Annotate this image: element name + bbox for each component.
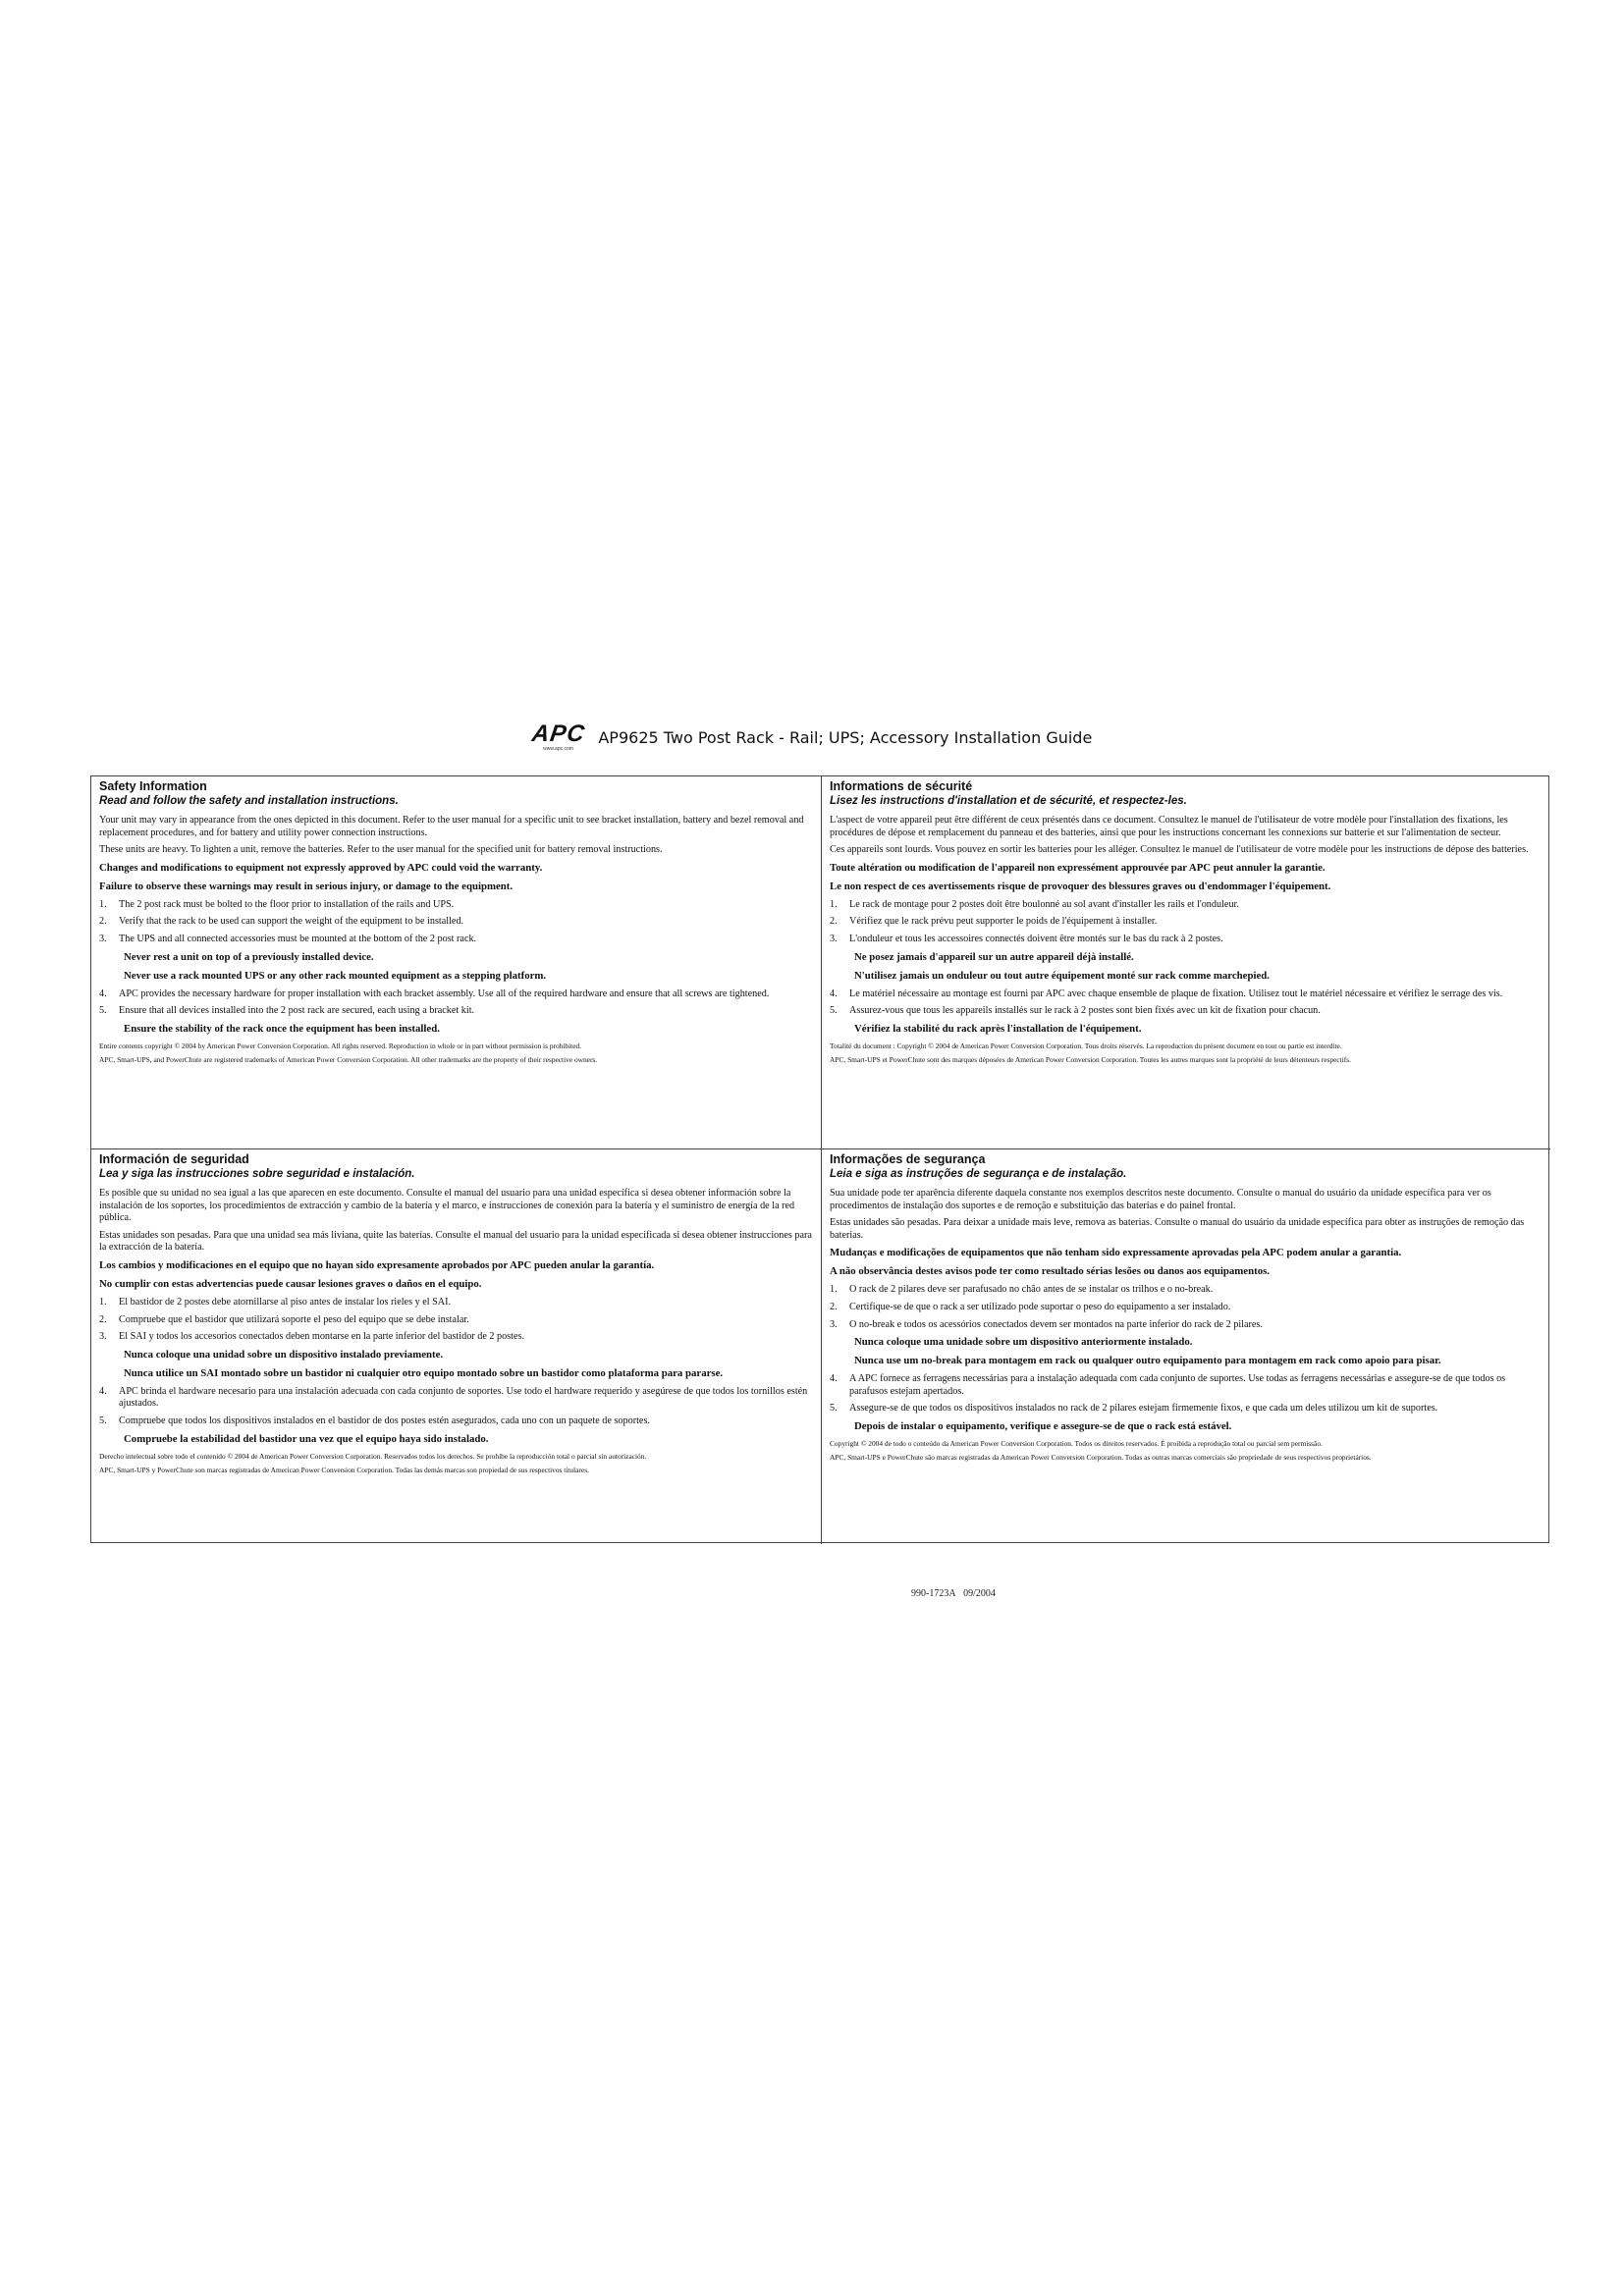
item-text: The UPS and all connected accessories must be mounted at the bottom of the 2 post rack. (119, 933, 477, 944)
list-item (830, 916, 1543, 929)
intro-paragraph: L'aspect de votre appareil peut être différent de ceux présentés dans ce document. Consultez le manuel de l'utilisateur de votre modèle pour l'installation des fixations, les procédures de dépose et remplacement du panneau et des batteries, ainsi que pour les instructions concernant les connexions sur batterie et sur l'alimentation de secteur. (830, 815, 1508, 838)
item-text: Le matériel nécessaire au montage est fourni par APC avec chaque ensemble de plaque de fixation. Utilisez tout le matériel nécessaire et vérifiez le serrage des vis. (849, 988, 1503, 999)
caution-text: Nunca use um no-break para montagem em rack ou qualquer outro equipamento para montagem em rack como apoio para pisar. (854, 1355, 1441, 1367)
list-item (830, 1373, 1543, 1398)
caution-text: Ne posez jamais d'appareil sur un autre appareil déjà installé. (854, 950, 1134, 963)
item-text: Assurez-vous que tous les appareils installés sur le rack à 2 postes sont bien fixés avec un kit de fixation pour chacun. (849, 1005, 1321, 1017)
item-number: 5. (99, 1005, 107, 1017)
caution-text: Vérifiez la stabilité du rack après l'installation de l'équipement. (854, 1022, 1142, 1035)
instruction-list (99, 899, 813, 946)
section-spanish (91, 1149, 822, 1544)
section-subtitle: Lea y siga las instrucciones sobre seguridad e instalación. (99, 1168, 415, 1180)
warranty-warning: Mudanças e modificações de equipamentos que não tenham sido expressamente aprovadas pela APC podem anular a garantia. (830, 1247, 1402, 1259)
item-number: 4. (99, 1385, 107, 1397)
list-item (99, 1415, 813, 1428)
item-text: The 2 post rack must be bolted to the floor prior to installation of the rails and UPS. (119, 898, 455, 910)
list-item (99, 1386, 813, 1411)
item-text: L'onduleur et tous les accessoires connectés doivent être montés sur le bas du rack à 2 postes. (849, 933, 1223, 944)
injury-warning: Failure to observe these warnings may result in serious injury, or damage to the equipment. (99, 880, 514, 892)
document-header (0, 723, 1624, 751)
list-item (99, 988, 813, 1001)
item-text: Certifique-se de que o rack a ser utilizado pode suportar o peso do equipamento a ser instalado. (849, 1301, 1231, 1312)
logo-text: APC (529, 721, 587, 747)
item-number: 2. (99, 1313, 107, 1325)
list-item (99, 1314, 813, 1327)
instruction-list (99, 1386, 813, 1428)
warranty-warning: Changes and modifications to equipment not expressly approved by APC could void the warranty. (99, 861, 543, 874)
doc-date: 09/2004 (963, 1588, 996, 1599)
item-number: 5. (99, 1415, 107, 1426)
list-item (830, 1403, 1543, 1415)
intro-paragraph: Es posible que su unidad no sea igual a las que aparecen en este documento. Consulte el manual del usuario para una unidad específica si desea obtener información sobre la instalación de los soportes, los procedimientos de extracción y cambio de la batería y el marco, e instrucciones de conexión para la batería y el suministro de energía de la red pública. (99, 1188, 795, 1224)
caution-text: Nunca coloque una unidad sobre un dispositivo instalado previamente. (124, 1348, 444, 1361)
injury-warning: Le non respect de ces avertissements risque de provoquer des blessures graves ou d'endommager l'équipement. (830, 880, 1331, 892)
item-text: Assegure-se de que todos os dispositivos instalados no rack de 2 pilares estejam firmemente fixos, e que cada um deles utilizou um kit de suportes. (849, 1403, 1438, 1415)
section-subtitle: Read and follow the safety and installation instructions. (99, 795, 399, 807)
copyright-notice: Copyright © 2004 de todo o conteúdo da American Power Conversion Corporation. Todos os direitos reservados. É proibida a reprodução total ou parcial sem permissão. (830, 1438, 1323, 1448)
list-item (830, 1302, 1543, 1314)
item-text: Compruebe que todos los dispositivos instalados en el bastidor de dos postes estén asegurados, cada uno con un paquete de soportes. (119, 1415, 650, 1426)
item-text: O rack de 2 pilares deve ser parafusado no chão antes de se instalar os trilhos e o no-break. (849, 1284, 1214, 1296)
item-text: El bastidor de 2 postes debe atornillarse al piso antes de instalar los rieles y el SAI. (119, 1296, 452, 1308)
item-number: 3. (99, 933, 107, 944)
instruction-list (830, 1373, 1543, 1415)
copyright-notice: Entire contents copyright © 2004 by American Power Conversion Corporation. All rights reserved. Reproduction in whole or in part without permission is prohibited. (99, 1041, 582, 1050)
copyright-notice: Derecho intelectual sobre todo el contenido © 2004 de American Power Conversion Corporation. Reservados todos los derechos. Se prohíbe la reproducción total o parcial sin autorización. (99, 1451, 647, 1461)
item-number: 1. (99, 1296, 107, 1308)
section-title: Información de seguridad (99, 1152, 249, 1166)
caution-text: Compruebe la estabilidad del bastidor una vez que el equipo haya sido instalado. (124, 1432, 489, 1445)
instruction-list (830, 899, 1543, 946)
list-item (99, 934, 813, 946)
section-french (822, 776, 1550, 1149)
list-item (99, 1297, 813, 1309)
safety-grid (90, 775, 1549, 1543)
item-text: Le rack de montage pour 2 postes doit être boulonné au sol avant d'installer les rails et l'onduleur. (849, 898, 1239, 910)
intro-paragraph: Your unit may vary in appearance from the ones depicted in this document. Refer to the user manual for a specific unit to see bracket installation, battery and bezel removal and replacement procedures, and for battery and utility power connection instructions. (99, 815, 804, 838)
copyright-notice: Totalité du document : Copyright © 2004 de American Power Conversion Corporation. Tous droits réservés. La reproduction du présent document en tout ou partie est interdite. (830, 1041, 1342, 1050)
warranty-warning: Los cambios y modificaciones en el equipo que no hayan sido expresamente aprobados por APC pueden anular la garantía. (99, 1258, 655, 1271)
injury-warning: No cumplir con estas advertencias puede causar lesiones graves o daños en el equipo. (99, 1277, 482, 1290)
document-footer (911, 1588, 996, 1599)
list-item (99, 899, 813, 912)
list-item (830, 1005, 1543, 1018)
injury-warning: A não observância destes avisos pode ter como resultado sérias lesões ou danos aos equipamentos. (830, 1265, 1270, 1278)
section-english (91, 776, 822, 1149)
instruction-list (99, 988, 813, 1018)
caution-text: Never use a rack mounted UPS or any other rack mounted equipment as a stepping platform. (124, 969, 547, 982)
item-number: 3. (830, 1318, 838, 1330)
item-number: 4. (830, 988, 838, 999)
trademark-notice: APC, Smart-UPS y PowerChute son marcas registradas de American Power Conversion Corporation. Todas las demás marcas son propiedad de sus respectivos titulares. (99, 1465, 589, 1474)
trademark-notice: APC, Smart-UPS e PowerChute são marcas registradas da American Power Conversion Corporation. Todas as outras marcas comerciais são propriedade de seus respectivos proprietários. (830, 1453, 1372, 1463)
section-title: Safety Information (99, 779, 207, 793)
apc-logo (529, 721, 587, 752)
item-number: 2. (99, 916, 107, 928)
item-number: 5. (830, 1005, 838, 1017)
item-text: A APC fornece as ferragens necessárias para a instalação adequada com cada conjunto de suportes. Use todas as ferragens necessárias e assegure-se de que todos os parafusos estejam apertados. (849, 1373, 1506, 1397)
section-title: Informações de segurança (830, 1152, 986, 1166)
item-text: Verify that the rack to be used can support the weight of the equipment to be installed. (119, 916, 464, 928)
list-item (99, 916, 813, 929)
item-text: Ensure that all devices installed into the 2 post rack are secured, each using a bracket kit. (119, 1005, 475, 1017)
caution-text: Nunca coloque uma unidade sobre um dispositivo anteriormente instalado. (854, 1336, 1193, 1349)
section-portuguese (822, 1149, 1550, 1544)
list-item (99, 1005, 813, 1018)
instruction-list (830, 1284, 1543, 1331)
logo-subtext: www.apc.com (543, 746, 573, 752)
item-number: 4. (830, 1373, 838, 1385)
weight-paragraph: These units are heavy. To lighten a unit, remove the batteries. Refer to the user manual for the specified unit for battery removal instructions. (99, 844, 663, 856)
caution-text: Ensure the stability of the rack once the equipment has been installed. (124, 1022, 440, 1035)
document-title: AP9625 Two Post Rack - Rail; UPS; Accessory Installation Guide (598, 727, 1093, 747)
caution-text: Never rest a unit on top of a previously installed device. (124, 950, 374, 963)
caution-text: N'utilisez jamais un onduleur ou tout autre équipement monté sur rack comme marchepied. (854, 969, 1270, 982)
item-number: 1. (830, 898, 838, 910)
doc-number: 990-1723A (911, 1588, 956, 1599)
item-number: 1. (99, 898, 107, 910)
instruction-list (830, 988, 1543, 1018)
item-number: 5. (830, 1403, 838, 1415)
weight-paragraph: Estas unidades são pesadas. Para deixar a unidade mais leve, remova as baterias. Consulte o manual do usuário da unidade específica para obter as instruções de remoção das baterias. (830, 1217, 1525, 1241)
section-title: Informations de sécurité (830, 779, 973, 793)
item-number: 3. (830, 933, 838, 944)
list-item (830, 899, 1543, 912)
item-number: 4. (99, 988, 107, 999)
trademark-notice: APC, Smart-UPS, and PowerChute are registered trademarks of American Power Conversion Corporation. All other trademarks are the property of their respective owners. (99, 1055, 598, 1065)
section-subtitle: Leia e siga as instruções de segurança e de instalação. (830, 1168, 1127, 1180)
caution-text: Depois de instalar o equipamento, verifique e assegure-se de que o rack está estável. (854, 1419, 1232, 1432)
item-text: APC brinda el hardware necesario para una instalación adecuada con cada conjunto de soportes. Use todo el hardware requerido y asegúrese de que todos los tornillos estén ajustados. (119, 1385, 808, 1410)
weight-paragraph: Estas unidades son pesadas. Para que una unidad sea más liviana, quite las baterías. Consulte el manual del usuario para la unidad especificada si desea obtener instrucciones para la extracción de la batería. (99, 1229, 812, 1254)
caution-text: Nunca utilice un SAI montado sobre un bastidor ni cualquier otro equipo montado sobre un bastidor como plataforma para pararse. (124, 1366, 724, 1379)
trademark-notice: APC, Smart-UPS et PowerChute sont des marques déposées de American Power Conversion Corporation. Toutes les autres marques sont la propriété de leurs détenteurs respectifs. (830, 1055, 1351, 1065)
intro-paragraph: Sua unidade pode ter aparência diferente daquela constante nos exemplos descritos neste documento. Consulte o manual do usuário da unidade específica para ver os procedimentos de instalação dos suportes e de remoção e substituição das baterias e do painel frontal. (830, 1188, 1491, 1211)
item-text: O no-break e todos os acessórios conectados devem ser montados na parte inferior do rack de 2 pilares. (849, 1318, 1263, 1330)
list-item (830, 988, 1543, 1001)
item-number: 2. (830, 1301, 838, 1312)
item-number: 2. (830, 916, 838, 928)
item-text: Compruebe que el bastidor que utilizará soporte el peso del equipo que se debe instalar. (119, 1313, 469, 1325)
list-item (830, 1284, 1543, 1297)
item-text: APC provides the necessary hardware for proper installation with each bracket assembly. Use all of the required hardware and ensure that all screws are tightened. (119, 988, 770, 999)
list-item (830, 934, 1543, 946)
weight-paragraph: Ces appareils sont lourds. Vous pouvez en sortir les batteries pour les alléger. Consultez le manuel de l'utilisateur de votre modèle pour les instructions de dépose des batteries. (830, 844, 1529, 856)
warranty-warning: Toute altération ou modification de l'appareil non expressément approuvée par APC peut annuler la garantie. (830, 861, 1326, 874)
instruction-list (99, 1297, 813, 1344)
list-item (99, 1331, 813, 1344)
item-text: Vérifiez que le rack prévu peut supporter le poids de l'équipement à installer. (849, 916, 1158, 928)
section-subtitle: Lisez les instructions d'installation et de sécurité, et respectez-les. (830, 795, 1187, 807)
item-number: 1. (830, 1284, 838, 1296)
list-item (830, 1319, 1543, 1332)
item-text: El SAI y todos los accesorios conectados deben montarse en la parte inferior del bastidor de 2 postes. (119, 1331, 525, 1343)
item-number: 3. (99, 1331, 107, 1343)
